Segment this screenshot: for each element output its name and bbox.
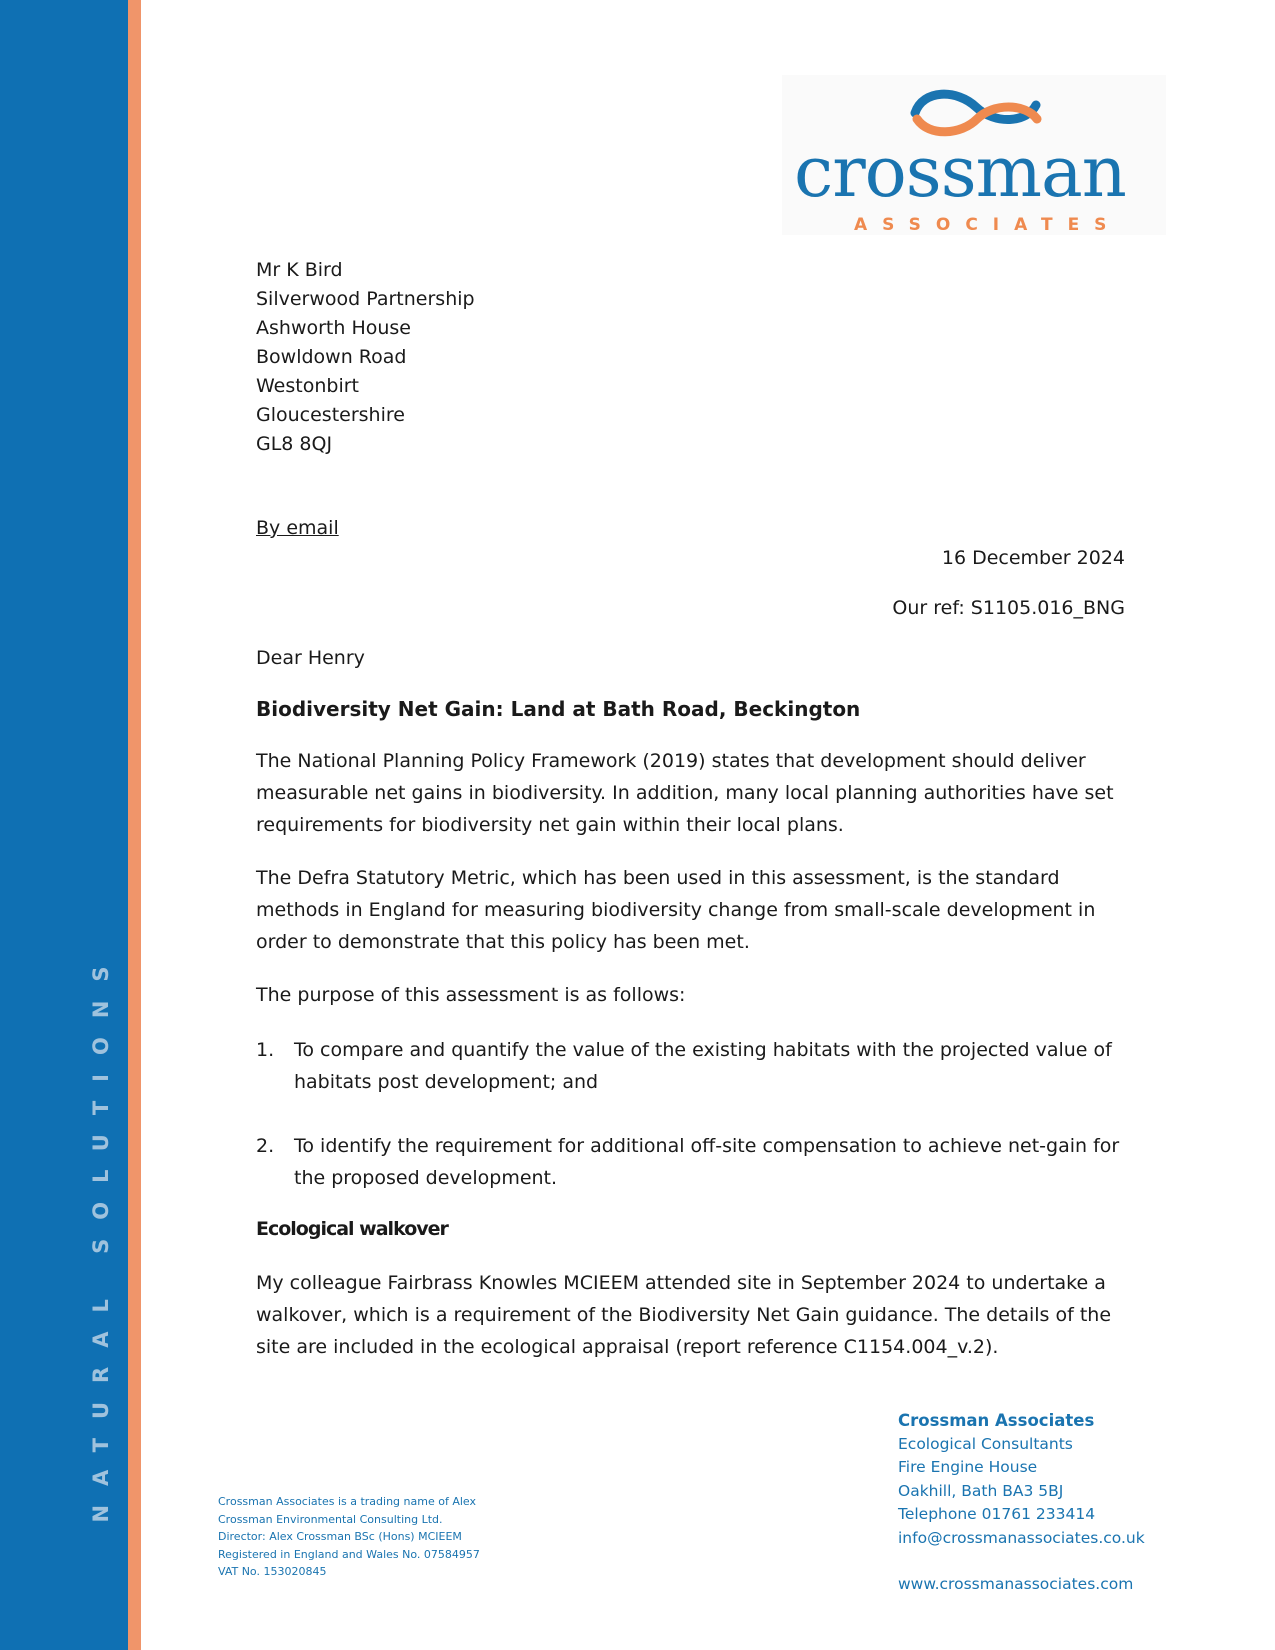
list-number: 1. [256, 1039, 275, 1061]
list-item [256, 1034, 1136, 1098]
letter-subject: Biodiversity Net Gain: Land at Bath Road, Beckington [256, 697, 861, 721]
website-link[interactable]: www.crossmanassociates.com [898, 1575, 1134, 1593]
letter-date: 16 December 2024 [941, 547, 1125, 569]
salutation: Dear Henry [256, 647, 365, 669]
contact-line: Oakhill, Bath BA3 5BJ [898, 1481, 1064, 1500]
contact-line: Fire Engine House [898, 1458, 1038, 1476]
body-paragraph: The Defra Statutory Metric, which has been used in this assessment, is the standard methods in England for measuring biodiversity change from small-scale development in order to demonstrate that this policy has been met. [256, 867, 1096, 953]
address-line: Westonbirt [256, 375, 359, 397]
list-text: To identify the requirement for additional off-site compensation to achieve net-gain for the proposed development. [294, 1135, 1120, 1189]
body-paragraph: The National Planning Policy Framework (2019) states that development should deliver measurable net gains in biodiversity. In addition, many local planning authorities have set requirements for biodiversity net gain within their local plans. [256, 750, 1114, 836]
list-number: 2. [256, 1135, 275, 1157]
recipient-address [256, 256, 475, 459]
legal-footer [218, 1493, 480, 1581]
sidebar-orange-stripe [128, 0, 141, 1650]
delivery-method: By email [256, 517, 339, 539]
email-link[interactable]: info@crossmanassociates.co.uk [898, 1528, 1145, 1547]
address-line: Silverwood Partnership [256, 288, 475, 310]
reference-number: Our ref: S1105.016_BNG [892, 597, 1125, 619]
sidebar-tagline: NATURAL SOLUTIONS [89, 947, 113, 1523]
address-line: Bowldown Road [256, 346, 407, 368]
list-text: To compare and quantify the value of the existing habitats with the projected value of habitats post development; and [294, 1039, 1112, 1093]
contact-line: Telephone 01761 233414 [898, 1505, 1096, 1523]
address-line: GL8 8QJ [256, 433, 333, 455]
legal-line: Director: Alex Crossman BSc (Hons) MCIEEM [218, 1530, 462, 1543]
legal-line: VAT No. 153020845 [218, 1565, 327, 1578]
list-item [256, 1130, 1136, 1194]
contact-line: Ecological Consultants [898, 1434, 1073, 1453]
address-line: Ashworth House [256, 317, 411, 339]
logo-subtitle: ASSOCIATES [854, 215, 1122, 235]
address-line: Mr K Bird [256, 259, 343, 281]
body-paragraph: My colleague Fairbrass Knowles MCIEEM attended site in September 2024 to undertake a walkover, which is a requirement of the Biodiversity Net Gain guidance. The details of the site are included in the ecological appraisal (report reference C1154.004_v.2). [256, 1272, 1112, 1358]
body-paragraph: The purpose of this assessment is as follows: [256, 984, 686, 1006]
legal-line: Registered in England and Wales No. 07584957 [218, 1547, 480, 1561]
logo-wordmark: crossman [794, 131, 1126, 213]
address-line: Gloucestershire [256, 404, 405, 426]
footer-company-name: Crossman Associates [898, 1411, 1095, 1430]
legal-line: Crossman Environmental Consulting Ltd. [218, 1512, 443, 1526]
company-logo [782, 75, 1166, 235]
legal-line: Crossman Associates is a trading name of Alex [218, 1495, 476, 1508]
section-heading: Ecological walkover [256, 1218, 448, 1240]
contact-footer [898, 1409, 1145, 1597]
